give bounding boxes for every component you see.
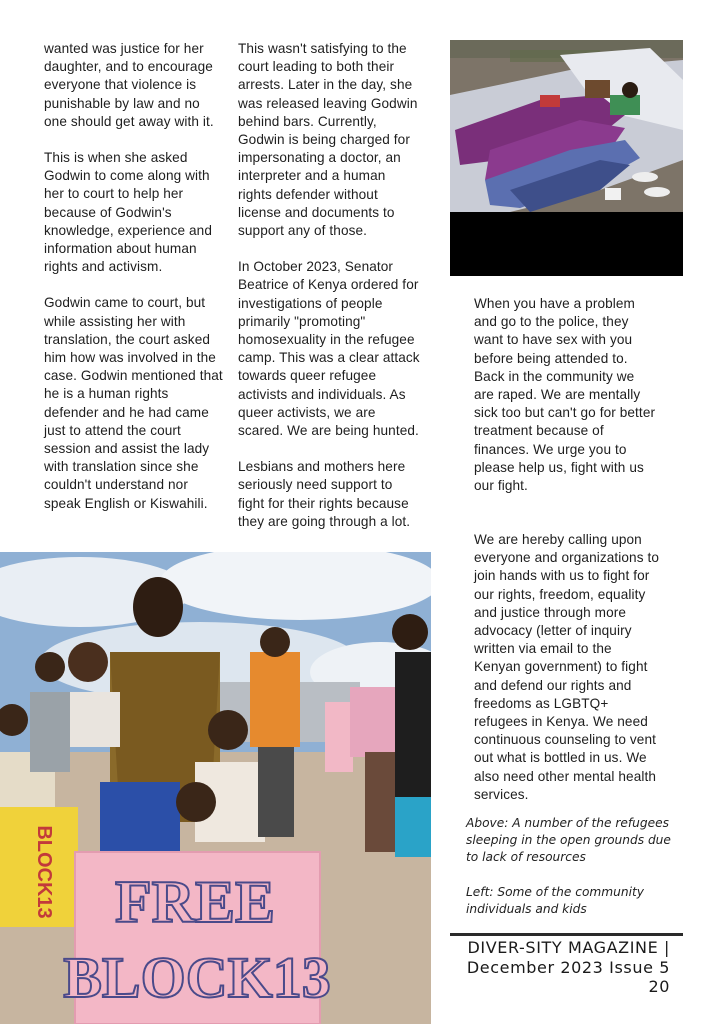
paragraph: Godwin came to court, but while assisting her with translation, the court asked him how was involved in the case. Godwin mentioned that he is a human rights defender and he had came just to attend the court session and assist the lady with translation since she couldn't understand nor speak English or Kiswahili. <box>44 295 223 511</box>
caption-above: Above: A number of the refugees sleeping in the open grounds due to lack of resources <box>466 816 671 864</box>
page-number: 20 <box>648 977 670 996</box>
paragraph: wanted was justice for her daughter, and to encourage everyone that violence is punishable by law and no one should get away with it. <box>44 41 214 129</box>
footer-issue: December 2023 Issue 5 <box>466 957 670 977</box>
child-sign-text: BLOCK13 <box>33 825 55 919</box>
paragraph: When you have a problem and go to the police, they want to have sex with you before being attended to. Back in the community we are raped. We are mentally sick too but can't go for better treatment because of finances. We urge you to please help us, fight with us our fight. <box>474 296 656 494</box>
paragraph: Lesbians and mothers here seriously need support to fight for their rights because they are going through a lot. <box>238 459 411 529</box>
refugees-sleeping-photo <box>450 40 683 276</box>
community-protest-photo <box>0 552 431 1024</box>
sign-text-free: FREE <box>114 869 276 935</box>
text-column-3-bottom <box>474 531 660 822</box>
paragraph: In October 2023, Senator Beatrice of Kenya ordered for investigations of people primarily "promoting" homosexuality in the refugee camp. This was a clear attack towards queer refugee activists and individuals. As queer activists, we are scared. We are being hunted. <box>238 259 420 439</box>
sign-text-block13: BLOCK13 <box>63 945 331 1010</box>
footer-magazine-name: DIVER-SITY MAGAZINE | <box>467 938 670 957</box>
caption-left: Left: Some of the community individuals and kids <box>466 885 644 916</box>
text-column-3-top <box>474 295 656 513</box>
footer-divider <box>450 933 683 936</box>
text-column-1 <box>44 40 226 531</box>
paragraph: We are hereby calling upon everyone and organizations to join hands with us to fight for our rights, freedom, equality and justice through more advocacy (letter of inquiry written via email to the Kenyan government) to fight and defend our rights and freedoms as LGBTQ+ refugees in Kenya. We need continuous counseling to vent out what is bottled in us. We also need other mental health services. <box>474 532 660 802</box>
magazine-footer <box>452 938 670 997</box>
text-column-2 <box>238 40 422 549</box>
paragraph: This is when she asked Godwin to come along with her to court to help her because of Godwin's knowledge, experience and information about human rights and activism. <box>44 150 213 275</box>
paragraph: This wasn't satisfying to the court leading to both their arrests. Later in the day, she was released leaving Godwin behind bars. Currently, Godwin is being charged for impersonating a doctor, an interpreter and a human rights defender without license and documents to support any of those. <box>238 41 418 239</box>
